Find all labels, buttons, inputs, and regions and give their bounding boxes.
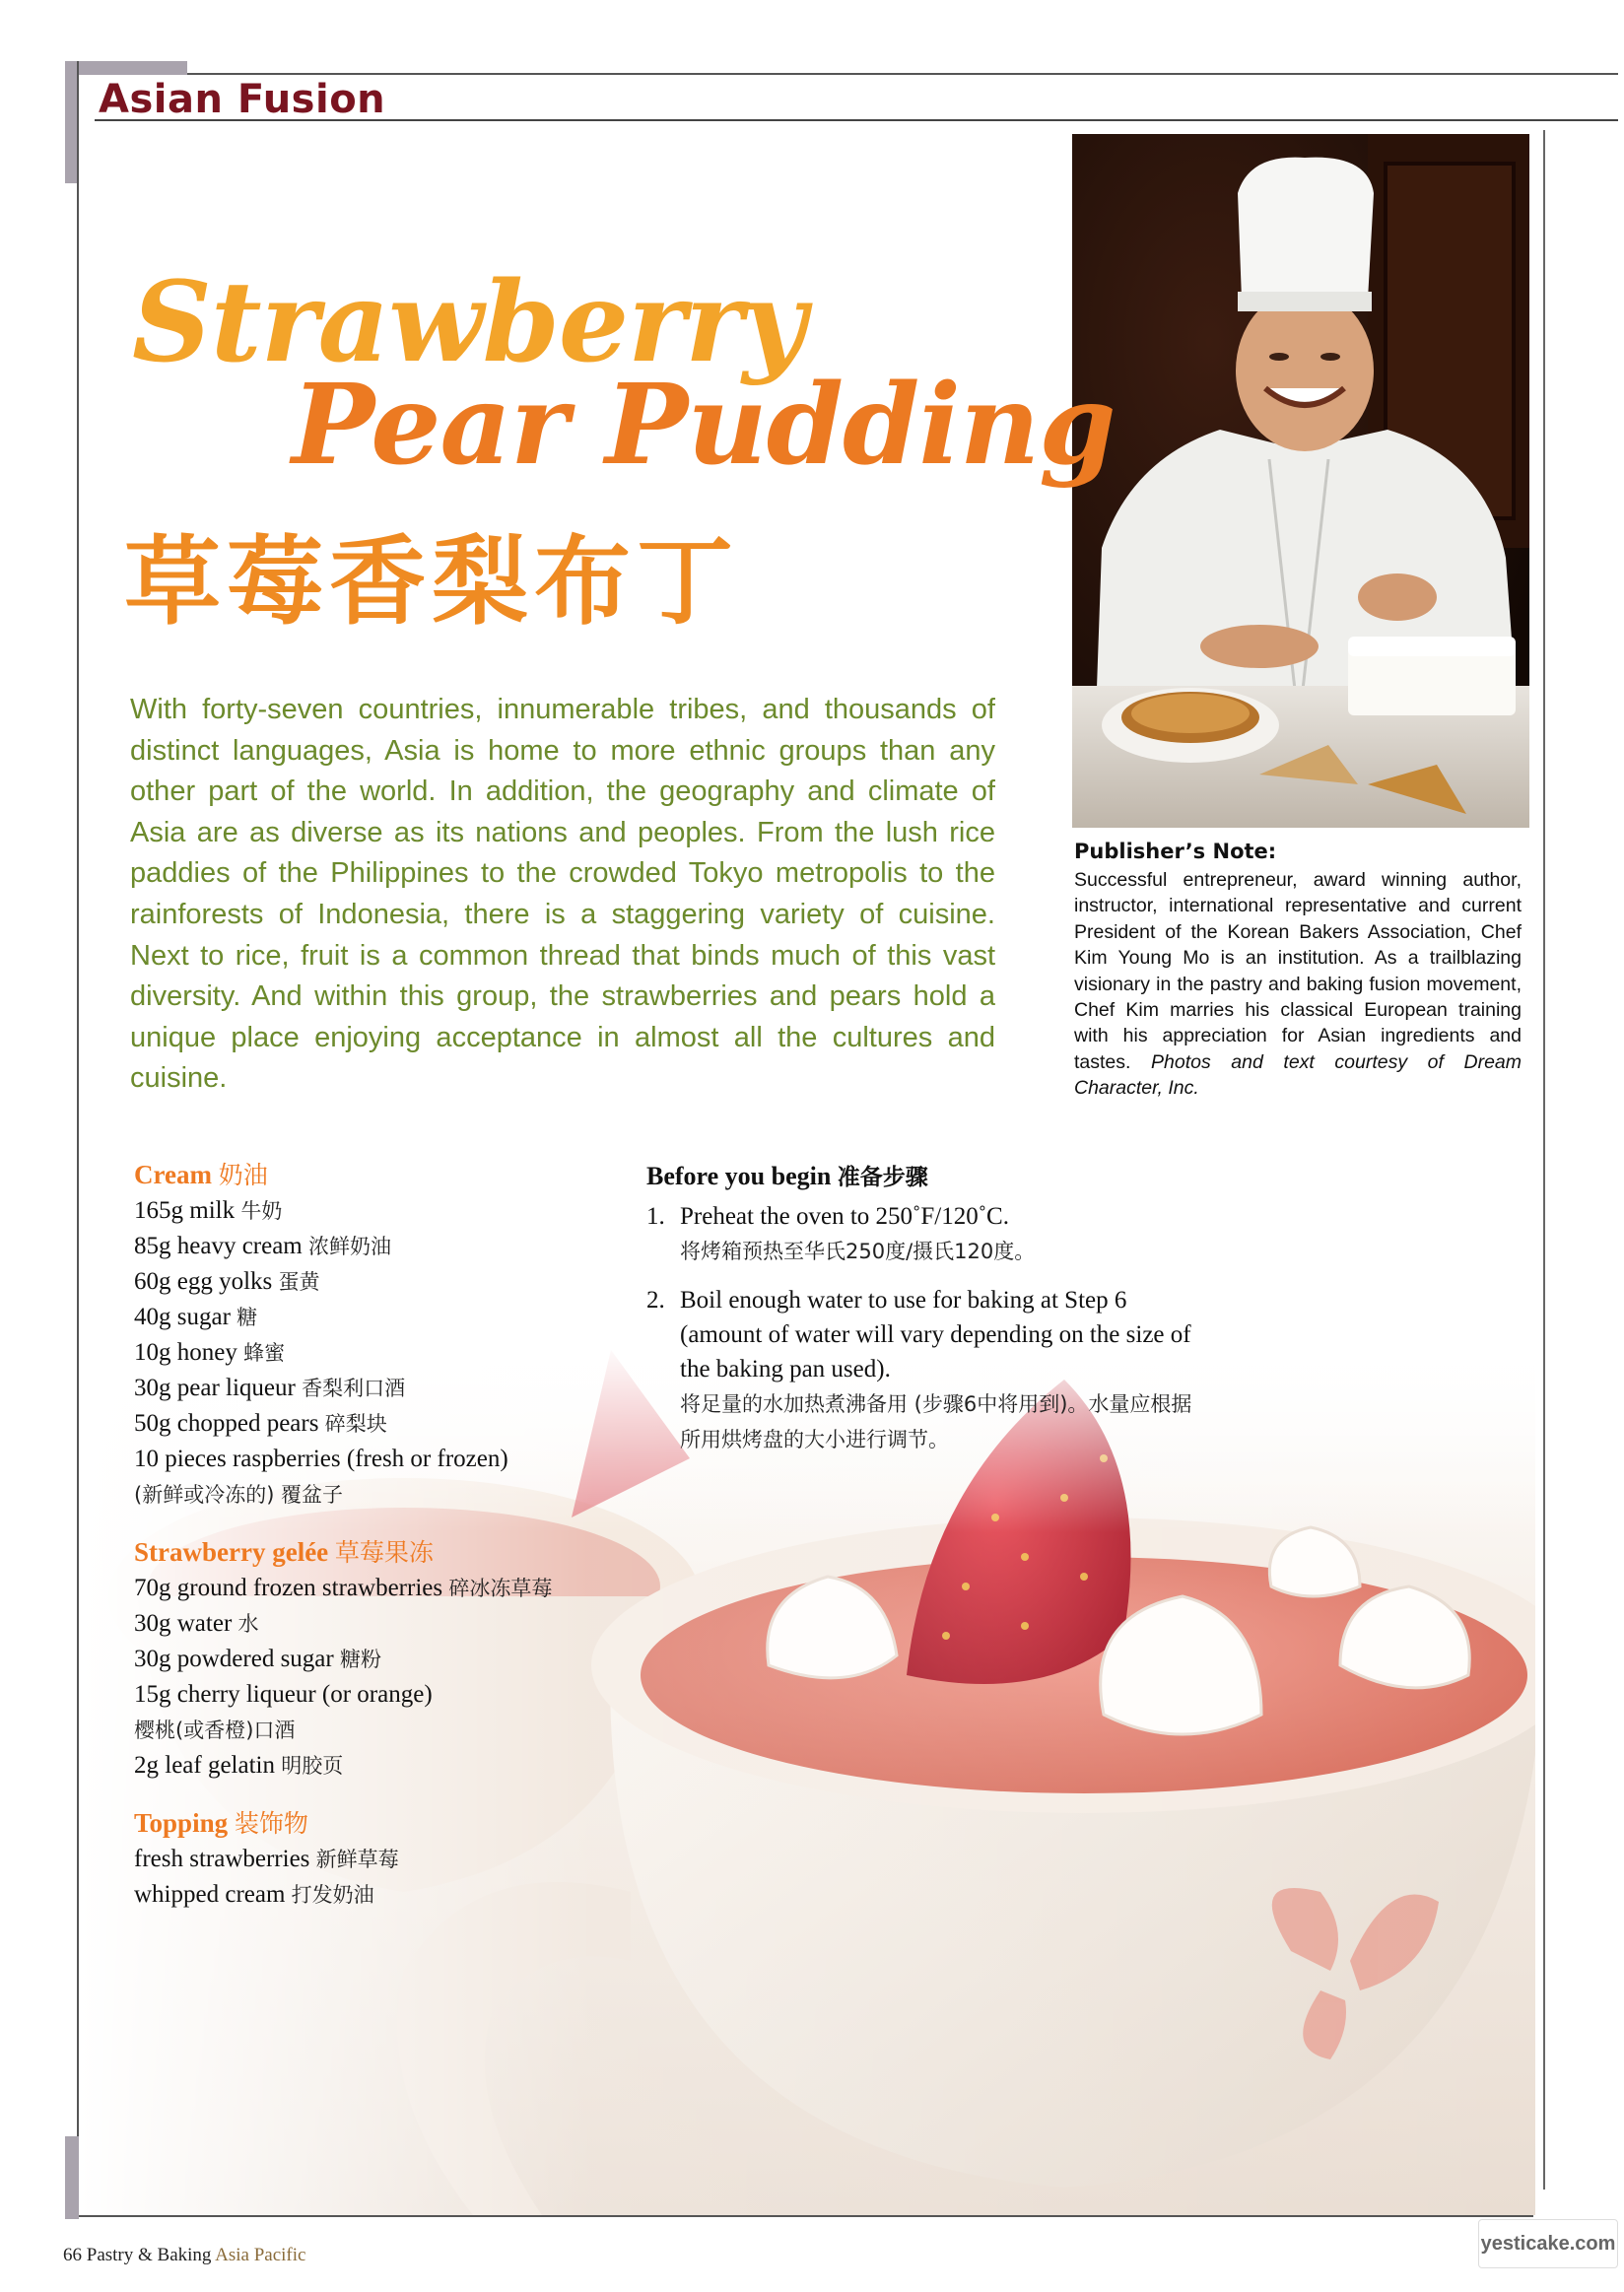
ingredient-item	[134, 1335, 627, 1371]
ingredient-zh: 浓鲜奶油	[308, 1235, 392, 1258]
ingredient-en: 50g chopped pears	[134, 1410, 319, 1437]
publisher-note-text: Successful entrepreneur, award winning author, instructor, international representative and current President of the Korean Bakers Association, Chef Kim Young Mo is an institution. As a trailblazing visionary in the pastry and baking fusion movement, Chef Kim marries his classical European training with his appreciation for Asian ingredients and tastes.	[1074, 869, 1522, 1073]
ingredient-en: 2g leaf gelatin	[134, 1752, 275, 1779]
topping-title: Topping	[134, 1808, 229, 1838]
ingredient-item	[134, 1571, 627, 1606]
title-line-2: Pear Pudding	[292, 361, 1116, 490]
steps-heading	[646, 1159, 1198, 1195]
ingredient-zh: 蜂蜜	[243, 1341, 286, 1365]
ingredient-en: 85g heavy cream	[134, 1233, 303, 1259]
steps-list	[646, 1199, 1198, 1457]
ingredient-en: fresh strawberries	[134, 1846, 310, 1872]
ingredient-zh: 碎冰冻草莓	[448, 1577, 553, 1600]
ingredient-en: 40g sugar	[134, 1304, 231, 1330]
intro-paragraph: With forty-seven countries, innumerable tribes, and thousands of distinct languages, Asia is home to more ethnic groups than any other part of the world. In addition, the geography and climate of Asia are as diverse as its nations and peoples. From the lush rice paddies of the Philippines to the crowded Tokyo metropolis to the rainforests of Indonesia, there is a staggering variety of cuisine. Next to rice, fruit is a common thread that binds much of this vast diversity. And within this group, the strawberries and pears hold a unique place enjoying acceptance in almost all the cultures and cuisine.	[130, 694, 995, 1095]
ingredient-en: 30g powdered sugar	[134, 1646, 334, 1672]
ingredient-en: 10g honey	[134, 1339, 237, 1366]
ingredient-zh: 新鲜草莓	[315, 1848, 399, 1871]
ingredient-zh: 蛋黄	[278, 1270, 320, 1294]
title-line-1: Strawberry	[132, 258, 806, 387]
step-number: 2.	[646, 1287, 665, 1314]
ingredient-item	[134, 1642, 627, 1677]
ingredient-zh: 牛奶	[240, 1199, 283, 1223]
gelee-list	[134, 1571, 627, 1784]
ingredient-zh: 明胶页	[281, 1754, 344, 1778]
ingredient-item	[134, 1842, 627, 1877]
ingredient-en: 10 pieces raspberries (fresh or frozen)	[134, 1446, 508, 1472]
ingredient-item	[134, 1229, 627, 1264]
ingredient-item	[134, 1606, 627, 1642]
ingredient-item	[134, 1442, 627, 1477]
ingredient-item	[134, 1406, 627, 1442]
publisher-note-credit: Photos and text courtesy of Dream Character, Inc.	[1074, 1050, 1522, 1100]
title-chinese: 草莓香梨布丁	[124, 526, 740, 639]
ingredient-zh: 香梨利口酒	[302, 1377, 406, 1400]
ingredient-item	[134, 1748, 627, 1784]
ingredient-en: 30g pear liqueur	[134, 1375, 296, 1401]
topping-group	[134, 1805, 627, 1913]
step-text-en: Boil enough water to use for baking at Step 6 (amount of water will vary depending on the size of the baking pan used).	[680, 1287, 1191, 1382]
section-label: Asian Fusion	[99, 77, 386, 122]
cream-title: Cream	[134, 1160, 212, 1189]
steps-column	[646, 1159, 1198, 1471]
cream-title-zh: 奶油	[218, 1161, 268, 1189]
steps-heading-zh: 准备步骤	[837, 1165, 928, 1190]
gelee-title: Strawberry gelée	[134, 1537, 329, 1567]
ingredient-item	[134, 1677, 627, 1713]
right-rule	[1543, 130, 1545, 2190]
cream-group	[134, 1157, 627, 1513]
ingredient-en: 70g ground frozen strawberries	[134, 1575, 443, 1601]
gelee-group	[134, 1534, 627, 1784]
cream-list	[134, 1193, 627, 1513]
topping-heading	[134, 1805, 627, 1842]
publisher-note-heading: Publisher’s Note:	[1074, 840, 1277, 863]
ingredient-item	[134, 1264, 627, 1300]
ingredient-item	[134, 1193, 627, 1229]
ingredient-item	[134, 1877, 627, 1913]
ingredient-item	[134, 1713, 627, 1748]
frame-corner-top	[65, 61, 187, 75]
ingredient-item	[134, 1371, 627, 1406]
step-text-zh: 将足量的水加热煮沸备用 (步骤6中将用到)。水量应根据所用烘烤盘的大小进行调节。	[680, 1392, 1192, 1451]
topping-list	[134, 1842, 627, 1913]
publisher-note-body	[1074, 867, 1522, 1102]
page-footer	[63, 2245, 305, 2266]
gelee-title-zh: 草莓果冻	[334, 1538, 434, 1567]
page-number: 66	[63, 2245, 82, 2265]
ingredient-zh: (新鲜或冷冻的) 覆盆子	[134, 1483, 344, 1507]
ingredient-en: 30g water	[134, 1610, 233, 1637]
step-item	[646, 1199, 1198, 1269]
step-number: 1.	[646, 1203, 665, 1230]
ingredient-zh: 樱桃(或香橙)口酒	[134, 1719, 296, 1742]
step-item	[646, 1283, 1198, 1457]
top-rule	[187, 73, 1618, 75]
ingredient-en: 15g cherry liqueur (or orange)	[134, 1681, 433, 1708]
cream-heading	[134, 1157, 627, 1193]
ingredient-zh: 糖粉	[339, 1648, 381, 1671]
ingredient-item	[134, 1477, 627, 1513]
frame-corner-bottom	[65, 2136, 79, 2219]
ingredient-zh: 水	[237, 1612, 259, 1636]
step-text-zh: 将烤箱预热至华氏250度/摄氏120度。	[680, 1240, 1036, 1263]
ingredients-column	[134, 1157, 627, 1934]
gelee-heading	[134, 1534, 627, 1571]
topping-title-zh: 装饰物	[234, 1809, 308, 1838]
ingredient-zh: 碎梨块	[324, 1412, 387, 1436]
magazine-region: Asia Pacific	[215, 2245, 306, 2265]
ingredient-item	[134, 1300, 627, 1335]
watermark-logo: yesticake.com	[1478, 2219, 1618, 2268]
steps-heading-en: Before you begin	[646, 1162, 832, 1190]
step-text-en: Preheat the oven to 250˚F/120˚C.	[680, 1203, 1009, 1230]
ingredient-en: whipped cream	[134, 1881, 286, 1908]
bottom-rule	[65, 2215, 1533, 2217]
chef-photo	[1072, 134, 1529, 828]
ingredient-en: 165g milk	[134, 1197, 236, 1224]
magazine-name: Pastry & Baking	[86, 2245, 212, 2265]
ingredient-zh: 打发奶油	[291, 1883, 374, 1907]
ingredient-en: 60g egg yolks	[134, 1268, 273, 1295]
ingredient-zh: 糖	[237, 1306, 258, 1329]
